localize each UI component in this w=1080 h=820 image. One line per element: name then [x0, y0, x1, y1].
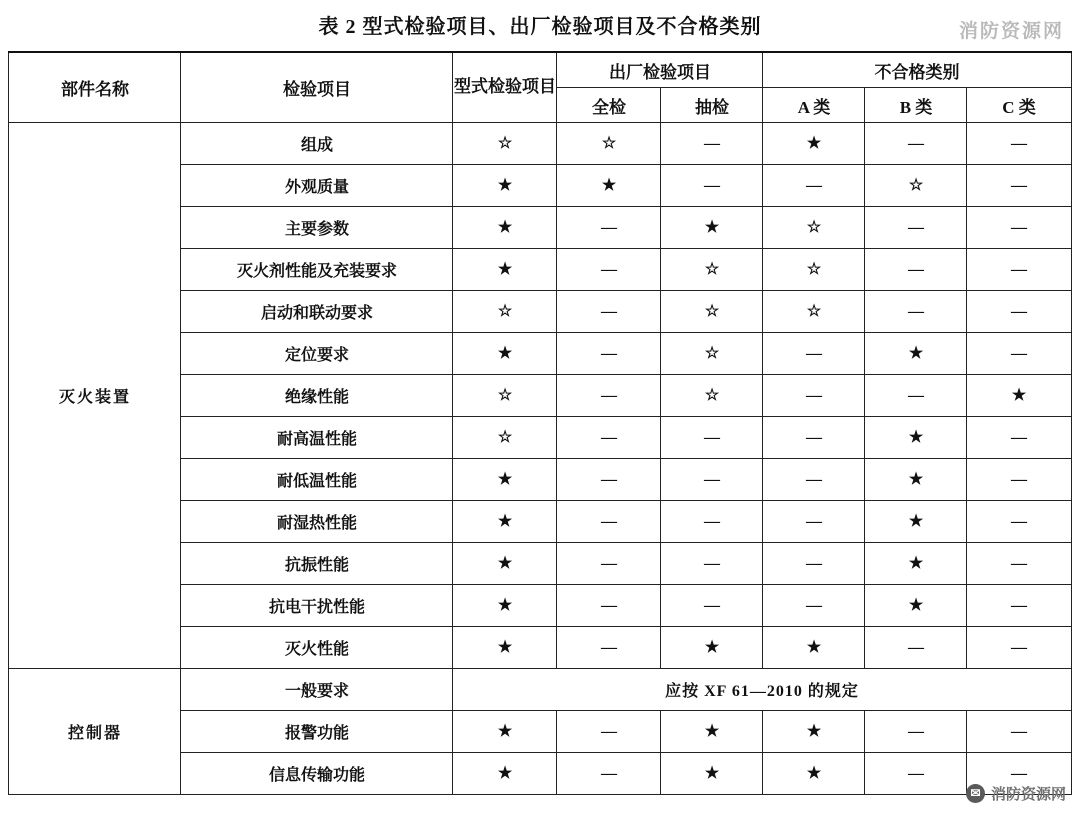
item-label: 主要参数: [181, 207, 453, 249]
cell-type-test: ★: [453, 165, 557, 207]
cell-type-test: ★: [453, 543, 557, 585]
cell-class-c: —: [967, 501, 1071, 543]
item-label: 耐低温性能: [181, 459, 453, 501]
header-inspection-item: 检验项目: [181, 52, 453, 123]
cell-type-test: ☆: [453, 291, 557, 333]
cell-class-c: —: [967, 207, 1071, 249]
table-body: [9, 123, 1071, 795]
item-label: 信息传输功能: [181, 753, 453, 795]
cell-factory-spot: —: [661, 543, 763, 585]
inspection-table: [8, 51, 1071, 795]
wechat-icon: ✉: [966, 784, 985, 803]
cell-class-a: —: [763, 165, 865, 207]
cell-class-b: —: [865, 711, 967, 753]
cell-class-c: —: [967, 165, 1071, 207]
cell-class-c: —: [967, 417, 1071, 459]
item-label: 绝缘性能: [181, 375, 453, 417]
cell-class-b: —: [865, 291, 967, 333]
cell-class-b: ★: [865, 585, 967, 627]
cell-class-c: —: [967, 333, 1071, 375]
cell-class-a: ★: [763, 753, 865, 795]
cell-type-test: ☆: [453, 417, 557, 459]
cell-factory-full: —: [557, 333, 661, 375]
component-name-cell: 灭火装置: [9, 123, 181, 669]
cell-class-b: ★: [865, 501, 967, 543]
cell-type-test: ★: [453, 753, 557, 795]
cell-class-c: —: [967, 711, 1071, 753]
item-label: 耐湿热性能: [181, 501, 453, 543]
cell-factory-full: —: [557, 291, 661, 333]
cell-class-b: ★: [865, 459, 967, 501]
item-label: 定位要求: [181, 333, 453, 375]
cell-factory-full: —: [557, 627, 661, 669]
cell-class-c: —: [967, 459, 1071, 501]
item-label: 报警功能: [181, 711, 453, 753]
item-label: 灭火剂性能及充装要求: [181, 249, 453, 291]
cell-factory-full: —: [557, 417, 661, 459]
cell-factory-spot: ☆: [661, 291, 763, 333]
cell-factory-full: —: [557, 711, 661, 753]
cell-class-a: —: [763, 417, 865, 459]
cell-factory-full: ☆: [557, 123, 661, 165]
cell-class-b: —: [865, 627, 967, 669]
cell-type-test: ★: [453, 333, 557, 375]
cell-factory-spot: —: [661, 459, 763, 501]
cell-class-b: ★: [865, 417, 967, 459]
cell-class-a: —: [763, 375, 865, 417]
cell-type-test: ★: [453, 711, 557, 753]
cell-factory-spot: —: [661, 501, 763, 543]
cell-class-b: ★: [865, 333, 967, 375]
header-class-a: A 类: [763, 88, 865, 123]
cell-class-c: —: [967, 543, 1071, 585]
cell-type-test: ★: [453, 459, 557, 501]
cell-class-b: ☆: [865, 165, 967, 207]
cell-factory-spot: ★: [661, 753, 763, 795]
header-type-test: 型式检验项目: [453, 52, 557, 123]
cell-class-a: ★: [763, 711, 865, 753]
table-row: [9, 669, 1071, 711]
cell-class-a: —: [763, 459, 865, 501]
cell-class-a: ☆: [763, 249, 865, 291]
cell-factory-full: —: [557, 501, 661, 543]
header-class-c: C 类: [967, 88, 1071, 123]
watermark-badge-label: 消防资源网: [990, 786, 1066, 803]
cell-factory-spot: ★: [661, 711, 763, 753]
cell-factory-full: —: [557, 585, 661, 627]
cell-factory-spot: ★: [661, 207, 763, 249]
cell-factory-spot: ★: [661, 627, 763, 669]
item-label: 一般要求: [181, 669, 453, 711]
cell-factory-full: —: [557, 459, 661, 501]
cell-class-c: —: [967, 753, 1071, 795]
header-component: 部件名称: [9, 52, 181, 123]
cell-class-b: —: [865, 249, 967, 291]
header-factory-full: 全检: [557, 88, 661, 123]
cell-class-c: ★: [967, 375, 1071, 417]
cell-class-a: ★: [763, 627, 865, 669]
item-label: 耐高温性能: [181, 417, 453, 459]
cell-class-a: ★: [763, 123, 865, 165]
cell-factory-full: —: [557, 753, 661, 795]
cell-type-test: ★: [453, 207, 557, 249]
cell-type-test: ★: [453, 249, 557, 291]
item-label: 灭火性能: [181, 627, 453, 669]
cell-factory-spot: —: [661, 417, 763, 459]
component-name-cell: 控制器: [9, 669, 181, 795]
cell-type-test: ★: [453, 501, 557, 543]
watermark-top: 消防资源网: [958, 21, 1064, 42]
cell-class-b: —: [865, 375, 967, 417]
page-title: 表 2 型式检验项目、出厂检验项目及不合格类别: [318, 16, 762, 38]
span-note: 应按 XF 61—2010 的规定: [453, 669, 1071, 711]
cell-class-c: —: [967, 627, 1071, 669]
cell-class-a: ☆: [763, 207, 865, 249]
header-factory-spot: 抽检: [661, 88, 763, 123]
item-label: 组成: [181, 123, 453, 165]
cell-factory-full: —: [557, 207, 661, 249]
cell-class-c: —: [967, 123, 1071, 165]
item-label: 启动和联动要求: [181, 291, 453, 333]
cell-type-test: ★: [453, 627, 557, 669]
header-class-b: B 类: [865, 88, 967, 123]
cell-class-a: —: [763, 333, 865, 375]
header-row-1: [9, 52, 1071, 88]
cell-class-c: —: [967, 291, 1071, 333]
cell-class-c: —: [967, 585, 1071, 627]
cell-factory-spot: ☆: [661, 249, 763, 291]
cell-type-test: ★: [453, 585, 557, 627]
cell-class-a: ☆: [763, 291, 865, 333]
cell-factory-full: —: [557, 375, 661, 417]
cell-class-b: ★: [865, 543, 967, 585]
cell-class-a: —: [763, 501, 865, 543]
cell-factory-spot: ☆: [661, 375, 763, 417]
cell-class-b: —: [865, 123, 967, 165]
item-label: 抗电干扰性能: [181, 585, 453, 627]
cell-class-b: —: [865, 207, 967, 249]
watermark-badge: [966, 783, 1066, 804]
header-defect-class: 不合格类别: [763, 52, 1071, 88]
item-label: 外观质量: [181, 165, 453, 207]
cell-class-a: —: [763, 585, 865, 627]
cell-class-b: —: [865, 753, 967, 795]
cell-type-test: ☆: [453, 123, 557, 165]
cell-factory-full: ★: [557, 165, 661, 207]
table-header: [9, 52, 1071, 123]
item-label: 抗振性能: [181, 543, 453, 585]
header-factory-test: 出厂检验项目: [557, 52, 763, 88]
cell-factory-spot: —: [661, 585, 763, 627]
cell-class-c: —: [967, 249, 1071, 291]
cell-factory-full: —: [557, 543, 661, 585]
table-row: [9, 123, 1071, 165]
cell-factory-spot: ☆: [661, 333, 763, 375]
cell-factory-spot: —: [661, 123, 763, 165]
cell-class-a: —: [763, 543, 865, 585]
cell-factory-spot: —: [661, 165, 763, 207]
cell-type-test: ☆: [453, 375, 557, 417]
cell-factory-full: —: [557, 249, 661, 291]
